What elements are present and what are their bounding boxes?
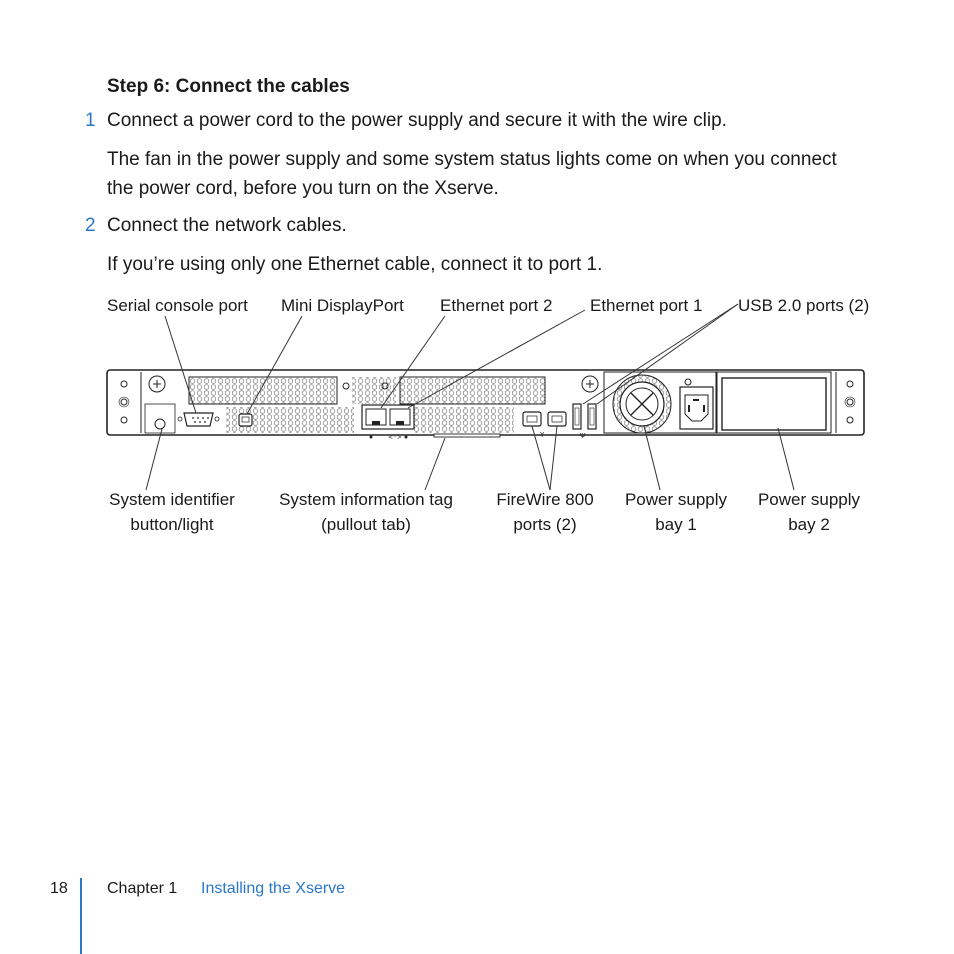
ethernet-paragraph: If you’re using only one Ethernet cable, connect it to port 1. — [107, 254, 603, 275]
callout-power-supply-bay-1-line1: Power supply — [624, 490, 728, 509]
usb-symbol-icon: Ψ — [580, 432, 586, 440]
callout-power-supply-bay-2-line1: Power supply — [757, 490, 861, 509]
callout-power-supply-bay-1-line2: bay 1 — [655, 515, 697, 534]
callout-serial-console-port: Serial console port — [107, 296, 248, 315]
footer-rule — [80, 878, 82, 954]
fan-paragraph-line1: The fan in the power supply and some system status lights come on when you connect — [107, 149, 837, 170]
callout-system-identifier-line1: System identifier — [109, 490, 235, 509]
callout-power-supply-bay-2-line2: bay 2 — [788, 515, 830, 534]
page-number: 18 — [50, 880, 68, 897]
firewire-800-port-icon[interactable] — [548, 412, 566, 426]
callout-firewire-ports-line2: ports (2) — [513, 515, 577, 534]
firewire-symbol-icon: Y — [540, 431, 545, 439]
fan-paragraph-line2: the power cord, before you turn on the Xserve. — [107, 178, 499, 199]
firewire-800-port-icon[interactable] — [523, 412, 541, 426]
item-number-2: 2 — [85, 215, 96, 236]
callout-usb-ports: USB 2.0 ports (2) — [738, 296, 870, 315]
vent-grille — [352, 377, 396, 404]
footer-chapter: Chapter 1 — [107, 880, 178, 897]
item-text-1: Connect a power cord to the power supply and secure it with the wire clip. — [107, 110, 727, 131]
vent-grille — [414, 407, 514, 433]
item-number-1: 1 — [85, 110, 96, 131]
callout-system-identifier-line2: button/light — [130, 515, 214, 534]
status-led — [405, 436, 408, 439]
mini-displayport-icon[interactable] — [239, 414, 252, 426]
leader-sysid — [146, 429, 162, 490]
footer-chapter-title-link[interactable]: Installing the Xserve — [201, 880, 346, 897]
leader-systag — [425, 438, 445, 490]
status-led — [370, 436, 373, 439]
vent-grille — [189, 377, 337, 404]
callout-ethernet-port-2: Ethernet port 2 — [440, 296, 553, 315]
callout-system-information-tag-line1: System information tag — [279, 490, 453, 509]
system-information-tag[interactable] — [434, 434, 500, 437]
callout-mini-displayport: Mini DisplayPort — [281, 296, 404, 315]
step-title: Step 6: Connect the cables — [107, 76, 350, 97]
callout-system-information-tag-line2: (pullout tab) — [321, 515, 411, 534]
power-supply-bay-2-cover — [722, 378, 826, 430]
item-text-2: Connect the network cables. — [107, 215, 347, 236]
callout-firewire-ports-line1: FireWire 800 — [496, 490, 594, 509]
leader-psu2 — [778, 428, 794, 490]
network-symbol-icon: <··> — [388, 434, 402, 441]
callout-ethernet-port-1: Ethernet port 1 — [590, 296, 703, 315]
